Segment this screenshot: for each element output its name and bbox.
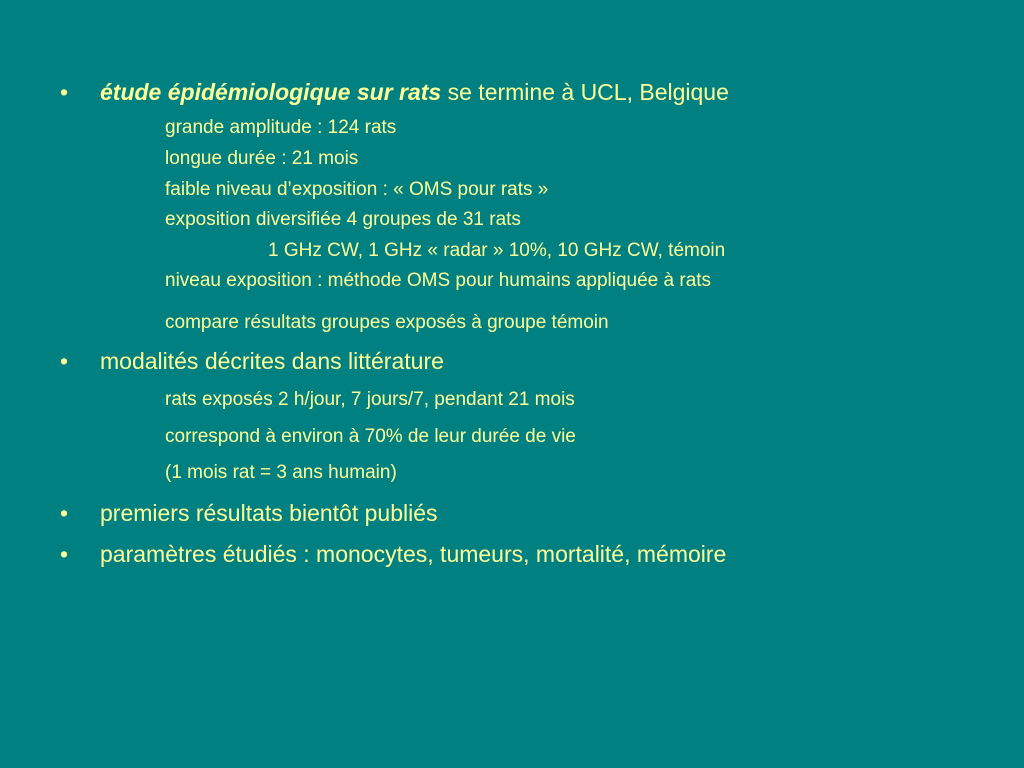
bullet-4 (60, 541, 726, 567)
bullet-marker: • (60, 500, 69, 526)
bullet-1-text: se termine à UCL, Belgique (441, 79, 729, 105)
bullet-2 (60, 348, 444, 374)
bullet-1-sub-6: compare résultats groupes exposés à groupe témoin (165, 312, 609, 333)
bullet-1-sub-3: faible niveau d’exposition : « OMS pour rats » (165, 179, 549, 200)
bullet-1 (60, 79, 729, 105)
bullet-marker: • (60, 541, 69, 567)
bullet-3 (60, 500, 438, 526)
bullet-2-sub-1: rats exposés 2 h/jour, 7 jours/7, pendant 21 mois (165, 389, 575, 410)
bullet-1-sub-1: grande amplitude : 124 rats (165, 117, 397, 138)
bullet-2-sub-3: (1 mois rat = 3 ans humain) (165, 462, 397, 483)
bullet-1-sub-5: niveau exposition : méthode OMS pour humains appliquée à rats (165, 270, 712, 291)
bullet-4-text: paramètres étudiés : monocytes, tumeurs, mortalité, mémoire (100, 541, 727, 567)
bullet-1-sub-4: exposition diversifiée 4 groupes de 31 rats (165, 209, 521, 230)
bullet-1-sub-2: longue durée : 21 mois (165, 148, 359, 169)
bullet-2-sub-2: correspond à environ à 70% de leur durée de vie (165, 426, 576, 447)
bullet-marker: • (60, 348, 69, 374)
bullet-marker: • (60, 79, 69, 105)
bullet-2-text: modalités décrites dans littérature (100, 348, 444, 374)
bullet-3-text: premiers résultats bientôt publiés (100, 500, 438, 526)
bullet-1-emphasis: étude épidémiologique sur rats (100, 79, 442, 105)
bullet-1-subsub: 1 GHz CW, 1 GHz « radar » 10%, 10 GHz CW, témoin (268, 240, 726, 261)
